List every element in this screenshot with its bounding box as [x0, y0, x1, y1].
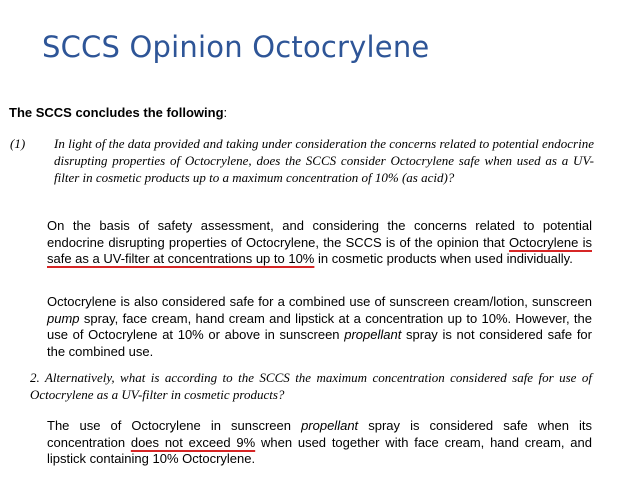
answer-2-highlight: does not exceed 9%	[130, 434, 256, 450]
answer-1-p2-part-b: spray, face cream, hand cream and lipstick at a concentration up to 10%. However, the use of Octocrylene at 10% or above in sunscreen	[47, 310, 592, 342]
answer-1-text-after: in cosmetic products when used individually.	[314, 251, 573, 266]
answer-1-p2-propellant: propellant	[344, 327, 402, 342]
question-1-number: (1)	[10, 136, 26, 151]
conclusions-heading-text: The SCCS concludes the following	[9, 105, 224, 120]
answer-2-part-b: spray is considered safe when its concentration	[47, 418, 592, 450]
answer-1-highlight: Octocrylene is safe as a UV-filter at concentrations up to 10%	[47, 234, 592, 266]
answer-1-p2-part-c: spray is not considered safe for the combined use.	[47, 327, 592, 359]
answer-2-part-c: when used together with face cream, hand cream, and lipstick containing 10% Octocrylene.	[47, 434, 592, 466]
question-2-text: 2. Alternatively, what is according to the SCCS the maximum concentration considered safe for use of Octocrylene as a UV-filter in cosmetic products?	[30, 370, 592, 402]
conclusions-heading-colon: :	[223, 105, 228, 120]
conclusions-heading	[9, 105, 227, 120]
question-1-text: In light of the data provided and taking under consideration the concerns related to potential endocrine disrupting properties of Octocrylene, does the SCCS consider Octocrylene safe when used as a UV-filter in cosmetic products up to a maximum concentration of 10% (as acid)?	[54, 136, 594, 185]
answer-2-paragraph	[47, 418, 592, 468]
answer-2-part-a: The use of Octocrylene in sunscreen	[47, 418, 302, 433]
answer-1-p2-part-a: Octocrylene is also considered safe for a combined use of sunscreen cream/lotion, sunscreen	[47, 294, 592, 309]
answer-2-propellant: propellant	[301, 418, 359, 433]
answer-1-paragraph-1	[47, 218, 592, 268]
answer-1-paragraph-2	[47, 294, 592, 360]
answer-1-p2-pump: pump	[47, 310, 80, 326]
slide-title: SCCS Opinion Octocrylene	[42, 30, 430, 64]
answer-1-text-before: On the basis of safety assessment, and considering the concerns related to potential endocrine disrupting properties of Octocrylene, the SCCS is of the opinion that	[47, 218, 592, 250]
